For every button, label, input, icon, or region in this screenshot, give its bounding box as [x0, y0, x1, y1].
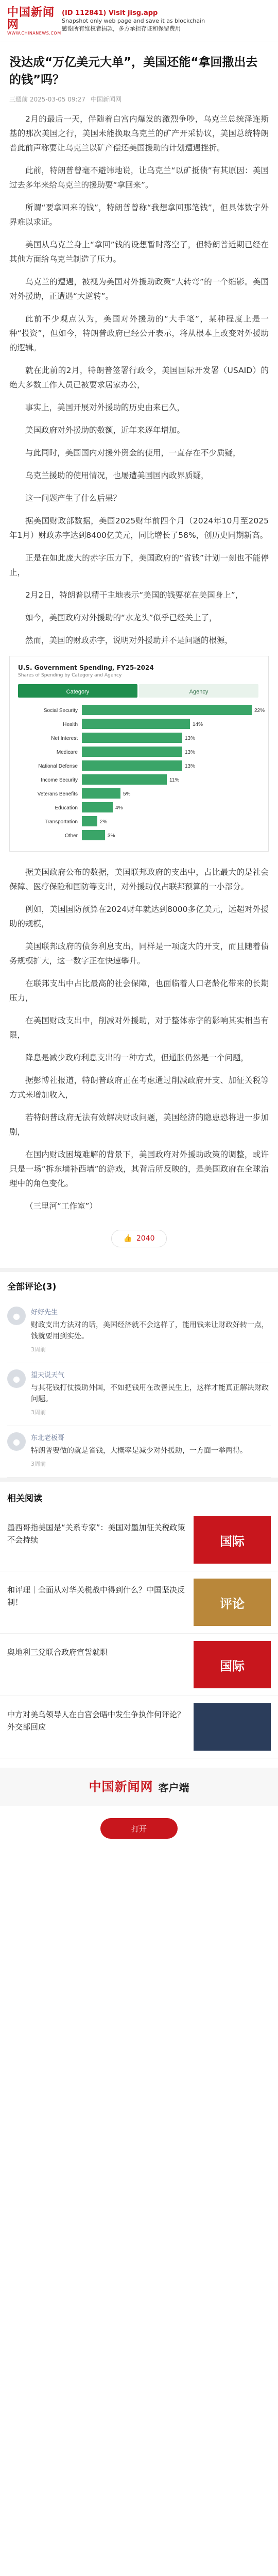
category-label: Veterans Benefits [37, 791, 78, 797]
comment-item [7, 1363, 271, 1426]
paragraph: 如今，美国政府对外援助的“水龙头”似乎已经关上了， [25, 613, 217, 622]
spending-bar-chart [10, 681, 268, 851]
bar-value-label: 22% [254, 708, 265, 714]
avatar: ● [7, 1369, 26, 1388]
paragraph: 据美国财政部数据，美国2025财年前四个月（2024年10月至2025年1月）财政赤字达到8400亿美元，同比增长了58%，创历史同期新高。 [9, 516, 269, 540]
bar [82, 719, 190, 729]
article-title: 没达成“万亿美元大单”，美国还能“拿回撒出去的钱”吗？ [9, 56, 258, 87]
paragraph: 然而，美国的财政赤字，说明对外援助并不是问题的根源， [25, 636, 233, 645]
app-promo [0, 1768, 278, 1806]
chart-subtitle: Shares of Spending by Category and Agency [18, 673, 122, 678]
bar-value-label: 2% [100, 819, 108, 825]
comment-time: 3周前 [31, 1461, 46, 1467]
bar [82, 705, 252, 715]
related-headline: 中方对美乌领导人在白宫会晤中发生争执作何评论？外交部回应 [7, 1710, 185, 1732]
comment-item [7, 1300, 271, 1363]
related-item[interactable] [0, 1571, 278, 1634]
article [0, 42, 278, 1247]
category-label: Income Security [41, 777, 78, 783]
related-thumbnail: 国际 [194, 1516, 271, 1564]
paragraph: 美国政府对外援助的数额，近年来逐年增加。 [25, 426, 185, 435]
bar-value-label: 13% [185, 750, 196, 755]
related-thumbnail: 国际 [194, 1641, 271, 1688]
paragraph: 2月的最后一天，伴随着白宫内爆发的激烈争吵，乌克兰总统泽连斯基的那次美国之行，美国未能换取乌克兰的矿产开采协议，美国总统特朗普此前声称要让乌克兰以矿产偿还美国援助的计划遭遇挫折。 [9, 114, 269, 152]
archive-notice [62, 9, 271, 32]
site-logo[interactable] [7, 6, 61, 36]
open-app-button[interactable]: 打开 [100, 1818, 178, 1839]
comment-item [7, 1426, 271, 1478]
paragraph: 这一问题产生了什么后果？ [25, 494, 121, 503]
bar-value-label: 4% [115, 805, 123, 811]
category-label: Education [55, 805, 78, 811]
category-label: Net Interest [51, 736, 78, 741]
thumbs-up-icon: 👍 [123, 1234, 132, 1243]
related-thumbnail: 评论 [194, 1579, 271, 1626]
bar-value-label: 5% [123, 791, 131, 797]
related-item[interactable] [0, 1509, 278, 1571]
like-count: 2040 [136, 1234, 155, 1243]
avatar: ● [7, 1432, 26, 1451]
related-thumbnail [194, 1703, 271, 1751]
category-label: Social Security [43, 708, 78, 714]
notice-line-3: 感谢所有维权者捐款，多方承担存证和保留费用 [62, 25, 181, 32]
paragraph: 与此同时，美国国内对援外资金的使用，一直存在不少质疑， [25, 448, 241, 457]
paragraph: 在美国财政支出中，削减对外援助，对于整体赤字的影响其实相当有限， [9, 1016, 269, 1040]
paragraph: 就在此前的2月，特朗普签署行政令，美国国际开发署（USAID）的绝大多数工作人员已被要求居家办公， [9, 366, 269, 389]
related-item[interactable] [0, 1696, 278, 1758]
comment-text: 与其花钱打仗援助外国，不如把钱用在改善民生上，这样才能真正解决财政问题。 [31, 1384, 269, 1403]
bar [82, 747, 182, 757]
comments-title: 全部评论(3) [0, 1268, 278, 1300]
comment-time: 3周前 [31, 1346, 46, 1353]
paragraph: 例如，美国国防预算在2024财年就达到8000多亿美元，远超对外援助的规模， [9, 905, 269, 928]
article-source: 中国新闻网 [90, 96, 121, 103]
paragraph: 在国内财政困境难解的背景下，美国政府对外援助政策的调整，或许只是一场“拆东墙补西墙”的游戏，其背后所反映的，是美国政府在全球治理中的角色变化。 [9, 1150, 269, 1188]
chart-tab-label: Agency [189, 689, 208, 695]
bar-value-label: 13% [185, 764, 196, 769]
paragraph: 美国从乌克兰身上“拿回”钱的设想暂时落空了，但特朗普近期已经在其他方面给乌克兰制造了压力。 [9, 240, 269, 264]
paragraph: 若特朗普政府无法有效解决财政问题，美国经济的隐患恐将进一步加剧， [9, 1113, 269, 1137]
related-headline: 墨西哥指美国是“关系专家”：美国对墨加征关税政策不会持续 [7, 1523, 185, 1545]
category-label: Other [64, 833, 78, 839]
bar-value-label: 11% [169, 777, 180, 783]
like-area [9, 1230, 269, 1247]
bar [82, 830, 105, 840]
bar-value-label: 3% [108, 833, 115, 839]
logo-subtext: WWW.CHINANEWS.COM [7, 31, 61, 36]
comments-section [0, 1268, 278, 1478]
app-logo: 中国新闻网 [89, 1779, 153, 1794]
spending-chart-figure [9, 656, 269, 852]
bar-value-label: 13% [185, 736, 196, 741]
chart-tab-label: Category [66, 689, 90, 695]
app-client-label: 客户端 [158, 1781, 189, 1794]
logo-text: 中国新闻网 [7, 6, 55, 31]
paragraph: 据彭博社报道，特朗普政府正在考虑通过削减政府开支、加征关税等方式来增加收入， [9, 1076, 269, 1099]
paragraph: 所谓“要拿回来的钱”，特朗普曾称“我想拿回那笔钱”，但具体数字外界难以求证。 [9, 203, 269, 227]
article-meta [9, 95, 269, 104]
paragraph: 此前不少观点认为，美国对外援助的“大手笔”，某种程度上是一种“投资”，但如今，特朗普政府已经公开表示，将从根本上改变对外援助的逻辑。 [9, 314, 269, 352]
related-item[interactable] [0, 1634, 278, 1696]
comment-text: 特朗普要做的就是省钱，大概率是减少对外援助，一方面一举两得。 [31, 1447, 247, 1455]
bar [82, 802, 113, 812]
bar-value-label: 14% [193, 722, 203, 727]
category-label: Transportation [44, 819, 78, 825]
bar [82, 760, 182, 771]
notice-line-2: Snapshot only web page and save it as blockchain [62, 18, 205, 24]
paragraph: 此前，特朗普曾毫不避讳地说，让乌克兰“以矿抵债”有其原因：美国过去多年来给乌克兰的援助要“拿回来”。 [9, 166, 269, 190]
comment-author: 望天说天气 [31, 1371, 65, 1379]
related-section [0, 1478, 278, 1758]
related-headline: 和评理｜全面从对华关税战中得到什么？中国坚决反制！ [7, 1585, 185, 1607]
bar [82, 788, 120, 799]
paragraph: 乌克兰援助的使用情况，也屡遭美国国内政界质疑， [25, 471, 209, 480]
notice-line-1[interactable]: (ID 112841) Visit jisg.app [62, 9, 158, 17]
paragraph: 乌克兰的遭遇，被视为美国对外援助政策“大转弯”的一个缩影。美国对外援助，正遭遇“大逆转”。 [9, 277, 269, 301]
chart-title: U.S. Government Spending, FY25-2024 [18, 664, 154, 671]
related-title: 相关阅读 [0, 1478, 278, 1509]
article-time: 三週前 2025-03-05 09:27 [9, 96, 85, 103]
paragraph: （三里河“工作室”） [25, 1201, 98, 1211]
category-label: Medicare [56, 750, 78, 755]
avatar: ● [7, 1307, 26, 1325]
paragraph: 事实上，美国开展对外援助的历史由来已久， [25, 403, 185, 412]
comment-author: 东北老板哥 [31, 1434, 65, 1442]
category-label: Health [63, 722, 78, 727]
paragraph: 2月2日，特朗普以精干主地表示“美国的钱要花在美国身上”， [25, 590, 244, 600]
comment-author: 好好先生 [31, 1309, 58, 1316]
category-label: National Defense [38, 764, 78, 769]
paragraph: 降息是减少政府利息支出的一种方式，但通胀仍然是一个问题， [25, 1053, 249, 1062]
top-banner [0, 0, 278, 42]
paragraph: 美国联邦政府的债务利息支出，同样是一项庞大的开支，而且随着债务规模扩大，这一数字正在快速攀升。 [9, 942, 269, 965]
bar [82, 774, 167, 785]
paragraph: 据美国政府公布的数据，美国联邦政府的支出中，占比最大的是社会保障、医疗保险和国防等支出，对外援助仅占联邦预算的一小部分。 [9, 868, 269, 891]
bar [82, 816, 97, 826]
paragraph: 正是在如此庞大的赤字压力下，美国政府的“省钱”计划一刻也不能停止， [9, 553, 269, 577]
bar [82, 733, 182, 743]
related-headline: 奥地利三党联合政府宣誓就职 [7, 1648, 108, 1657]
paragraph: 在联邦支出中占比最高的社会保障，也面临着人口老龄化带来的长期压力， [9, 979, 269, 1003]
like-button[interactable] [111, 1230, 166, 1247]
comment-time: 3周前 [31, 1409, 46, 1416]
comment-text: 财政支出方法对的话，美国经济就不会这样了，能用钱来让财政好转一点，钱就要用到实处。 [31, 1321, 269, 1341]
